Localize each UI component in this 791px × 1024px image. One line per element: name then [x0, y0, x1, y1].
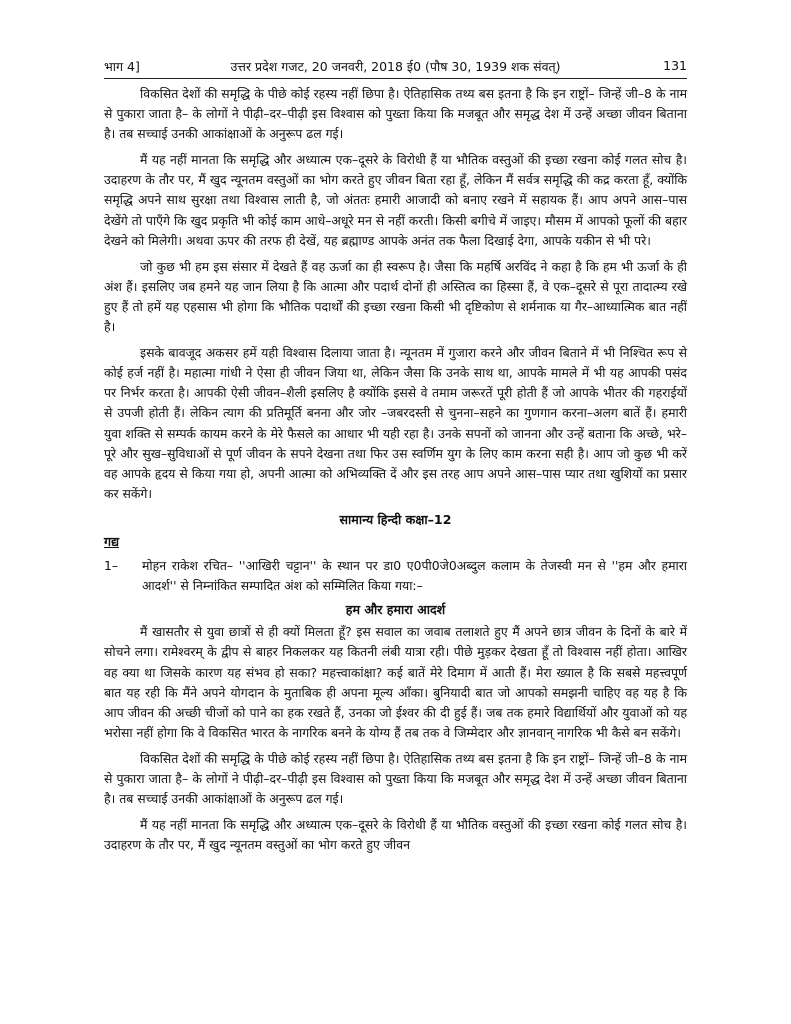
paragraph: जो कुछ भी हम इस संसार में देखते हैं वह ऊर्जा का ही स्वरूप है। जैसा कि महर्षि अरविंद ने कहा है कि हम भी ऊर्जा के ही अंश हैं। इसलिए जब हमने यह जान लिया है कि आत्मा और पदार्थ दोनों ही अस्तित्व का हिस्सा हैं, वे एक–दूसरे से पूरा तादात्म्य रखे हुए हैं तो हमें यह एहसास भी होगा कि भौतिक पदार्थों की इच्छा रखना किसी भी दृष्टिकोण से शर्मनाक या गैर–आध्यात्मिक बात नहीं है। [104, 258, 687, 335]
page-header [104, 56, 687, 79]
paragraph: इसके बावजूद अकसर हमें यही विश्वास दिलाया जाता है। न्यूनतम में गुजारा करने और जीवन बिताने में भी निश्चित रूप से कोई हर्ज नहीं है। महात्मा गांधी ने ऐसा ही जीवन जिया था, लेकिन जैसा कि उनके साथ था, आपके मामले में भी यह आपकी पसंद पर निर्भर करता है। आपकी ऐसी जीवन–शैली इसलिए है क्योंकि इससे वे तमाम जरूरतें पूरी होती हैं जो आपके भीतर की गहराईयों से उपजी होती हैं। लेकिन त्याग की प्रतिमूर्ति बनना और जोर –जबरदस्ती से चुनना–सहने का गुणगान करना–अलग बातें हैं। हमारी युवा शक्ति से सम्पर्क कायम करने के मेरे फैसले का आधार भी यही रहा है। उनके सपनों को जानना और उन्हें बताना कि अच्छे, भरे–पूरे और सुख–सुविधाओं से पूर्ण जीवन के सपने देखना तथा फिर उस स्वर्णिम युग के लिए काम करना सही है। आप जो कुछ भी करें वह आपके हृदय से किया गया हो, अपनी आत्मा को अभिव्यक्ति दें और इस तरह आप अपने आस–पास प्यार तथा खुशियों का प्रसार कर सकेंगे। [104, 345, 687, 501]
prose-section-label: गद्य [104, 533, 120, 549]
paragraph: मैं यह नहीं मानता कि समृद्धि और अध्यात्म एक–दूसरे के विरोधी हैं या भौतिक वस्तुओं की इच्छा रखना कोई गलत सोच है। उदाहरण के तौर पर, मैं खुद न्यूनतम वस्तुओं का भोग करते हुए जीवन [104, 817, 687, 853]
question-item [104, 556, 687, 596]
header-gazette-title: उत्तर प्रदेश गजट, 20 जनवरी, 2018 ई0 (पौष 30, 1939 शक संवत्) [230, 59, 561, 74]
page-body [104, 84, 687, 861]
paragraph: मैं खासतौर से युवा छात्रों से ही क्यों मिलता हूँ? इस सवाल का जवाब तलाशते हुए मैं अपने छात्र जीवन के दिनों के बारे में सोचने लगा। रामेश्वरम् के द्वीप से बाहर निकलकर यह कितनी लंबी यात्रा रही। पीछे मुड़कर देखता हूँ तो विश्वास नहीं होता। आखिर वह क्या था जिसके कारण यह संभव हो सका? महत्त्वाकांक्षा? कई बातें मेरे दिमाग में आती हैं। मेरा ख्याल है कि सबसे महत्त्वपूर्ण बात यह रही कि मैंने अपने योगदान के मुताबिक ही अपना मूल्य आँका। बुनियादी बात जो आपको समझनी चाहिए वह यह है कि आप जीवन की अच्छी चीजों को पाने का हक रखते हैं, उनका जो ईश्वर की दी हुई हैं। जब तक हमारे विद्यार्थियों और युवाओं को यह भरोसा नहीं होगा कि वे विकसित भारत के नागरिक बनने के योग्य हैं तब तक वे जिम्मेदार और ज्ञानवान् नागरिक भी कैसे बन सकेंगे। [104, 624, 687, 740]
section-title: सामान्य हिन्दी कक्षा–12 [339, 511, 452, 527]
paragraph: विकसित देशों की समृद्धि के पीछे कोई रहस्य नहीं छिपा है। ऐतिहासिक तथ्य बस इतना है कि इन राष्ट्रों– जिन्हें जी–8 के नाम से पुकारा जाता है– के लोगों ने पीढ़ी–दर–पीढ़ी इस विश्वास को पुख्ता किया कि मजबूत और समृद्ध देश में उन्हें अच्छा जीवन बिताना है। तब सच्चाई उनकी आकांक्षाओं के अनुरूप ढल गई। [104, 750, 687, 807]
header-page-number: 131 [663, 58, 687, 73]
essay-title: हम और हमारा आदर्श [345, 602, 446, 618]
header-part-label: भाग 4] [104, 59, 140, 74]
question-number: 1– [104, 558, 119, 574]
paragraph: विकसित देशों की समृद्धि के पीछे कोई रहस्य नहीं छिपा है। ऐतिहासिक तथ्य बस इतना है कि इन राष्ट्रों– जिन्हें जी–8 के नाम से पुकारा जाता है– के लोगों ने पीढ़ी–दर–पीढ़ी इस विश्वास को पुख्ता किया कि मजबूत और समृद्ध देश में उन्हें अच्छा जीवन बिताना है। तब सच्चाई उनकी आकांक्षाओं के अनुरूप ढल गई। [104, 86, 687, 142]
paragraph: मैं यह नहीं मानता कि समृद्धि और अध्यात्म एक–दूसरे के विरोधी हैं या भौतिक वस्तुओं की इच्छा रखना कोई गलत सोच है। उदाहरण के तौर पर, मैं खुद न्यूनतम वस्तुओं का भोग करते हुए जीवन बिता रहा हूँ, लेकिन मैं सर्वत्र समृद्धि की कद्र करता हूँ, क्योंकि समृद्धि अपने साथ सुरक्षा तथा विश्वास लाती है, जो अंततः हमारी आजादी को बनाए रखने में सहायक हैं। आप अपने आस–पास देखेंगे तो पाएँगे कि खुद प्रकृति भी कोई काम आधे–अधूरे मन से नहीं करती। किसी बगीचे में जाइए। मौसम में आपको फूलों की बहार देखने को मिलेगी। अथवा ऊपर की तरफ ही देखें, यह ब्रह्माण्ड आपके अनंत तक फैला दिखाई देगा, आपके यकीन से भी परे। [104, 152, 687, 248]
question-text: मोहन राकेश रचित– ''आखिरी चट्टान'' के स्थान पर डा0 ए0पी0जे0अब्दुल कलाम के तेजस्वी मन से ''हम और हमारा आदर्श'' से निम्नांकित सम्पादित अंश को सम्मिलित किया गया:– [142, 558, 687, 594]
